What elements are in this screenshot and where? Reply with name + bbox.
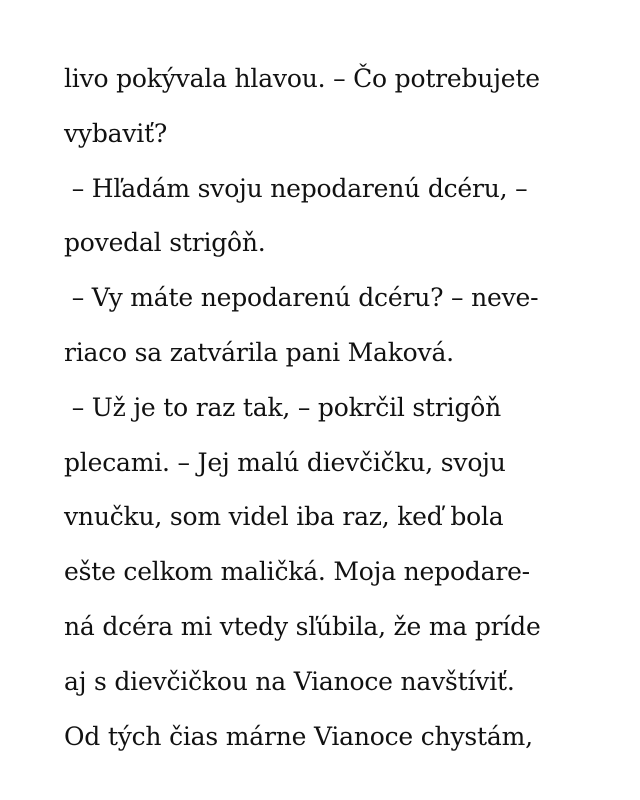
text-line: riaco sa zatvárila pani Maková. [64, 337, 454, 367]
text-line: plecami. – Jej malú dievčičku, svoju [64, 447, 506, 477]
text-line: vnučku, som videl iba raz, keď bola [64, 502, 504, 532]
text-line: ná dcéra mi vtedy sľúbila, že ma príde [64, 611, 541, 641]
text-line: povedal strigôň. [64, 228, 266, 258]
text-line: livo pokývala hlavou. – Čo potrebujete [64, 64, 540, 93]
page-text [64, 52, 584, 764]
text-line: – Hľadám svoju nepodarenú dcéru, – [64, 173, 528, 203]
text-line: ešte celkom maličká. Moja nepodare- [64, 557, 530, 587]
text-line: vybaviť? [64, 118, 168, 148]
text-line: Od tých čias márne Vianoce chystám, [64, 721, 533, 751]
text-line: – Vy máte nepodarenú dcéru? – neve- [64, 283, 539, 313]
text-line: – Už je to raz tak, – pokrčil strigôň [64, 392, 502, 422]
text-line: aj s dievčičkou na Vianoce navštíviť. [64, 666, 515, 696]
